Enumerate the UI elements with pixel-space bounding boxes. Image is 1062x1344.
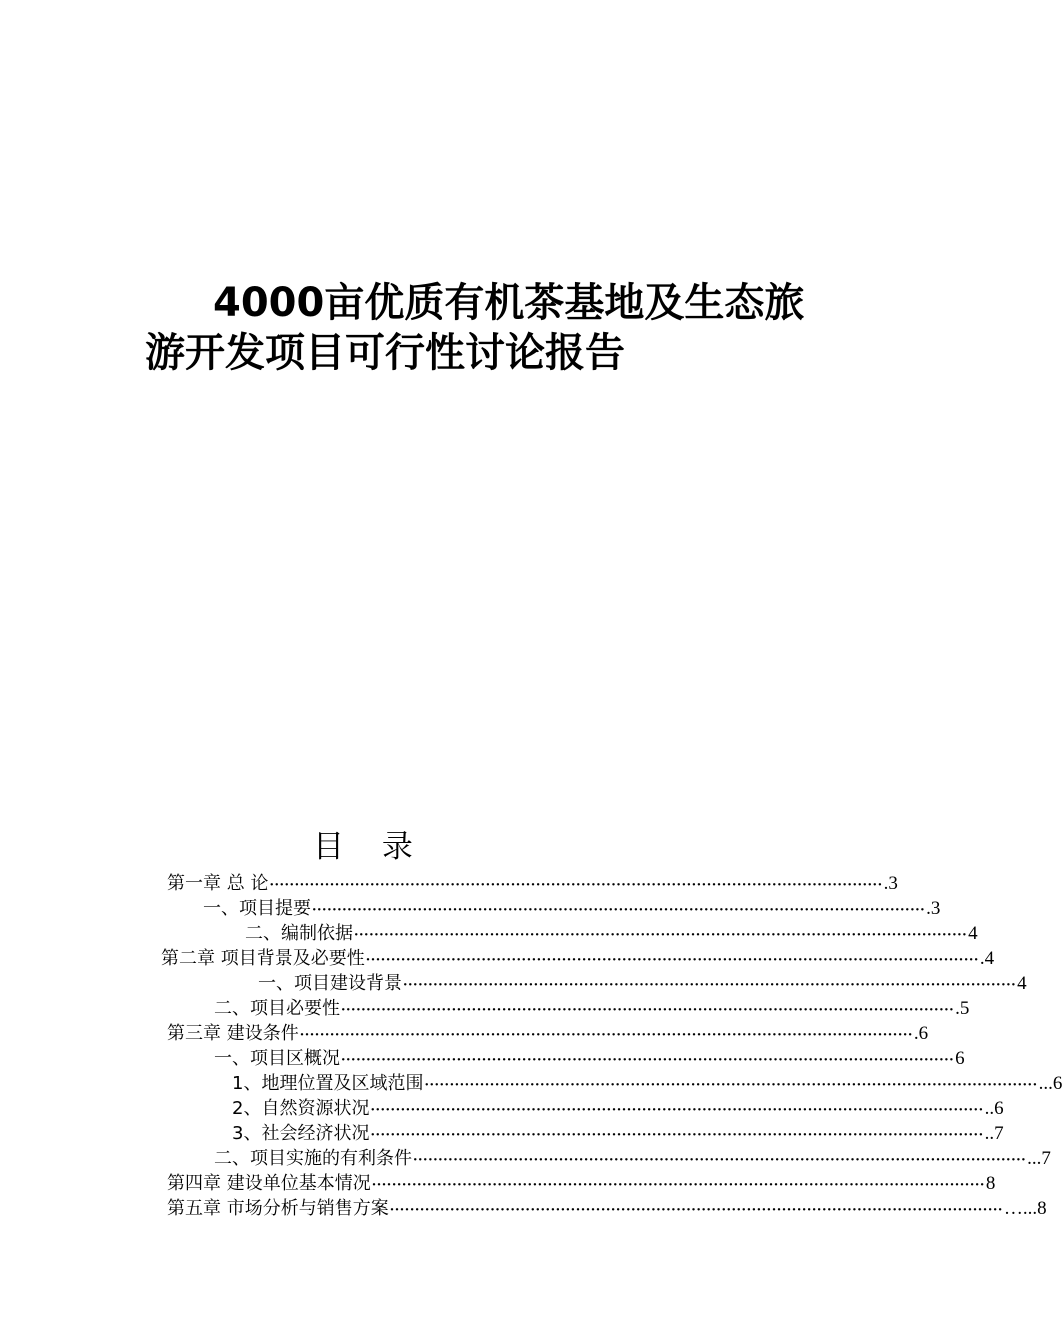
toc-entry-label: 1、地理位置及区域范围 [232, 1073, 424, 1094]
toc-entry[interactable] [167, 1021, 929, 1046]
toc-leader-dots: ·························································································································· [424, 1078, 1038, 1093]
toc-leader-dots: ·························································································································· [299, 1028, 913, 1043]
toc-entry-page: 6 [955, 1048, 965, 1069]
toc-leader-dots: ·························································································································· [354, 928, 968, 943]
toc-entry-page: .3 [883, 873, 898, 894]
toc-entry[interactable] [167, 1196, 1047, 1221]
toc-entry-label: 第四章 建设单位基本情况 [167, 1173, 371, 1194]
toc-heading: 目 录 [313, 829, 427, 865]
toc-leader-dots: ·························································································································· [413, 1153, 1027, 1168]
toc-entry-label: 3、社会经济状况 [232, 1123, 370, 1144]
toc-leader-dots: ·························································································································· [365, 953, 979, 968]
toc-leader-dots: ·························································································································· [371, 1178, 985, 1193]
toc-entry-page: .3 [926, 898, 941, 919]
toc-entry-label: 一、项目区概况 [214, 1048, 340, 1069]
toc-entry[interactable] [232, 1096, 1004, 1121]
toc-leader-dots: ·························································································································· [370, 1128, 984, 1143]
toc-leader-dots: ·························································································································· [341, 1053, 955, 1068]
toc-entry-label: 第二章 项目背景及必要性 [161, 948, 365, 969]
toc-entry-page: .5 [955, 998, 970, 1019]
toc-entry[interactable] [258, 971, 1027, 996]
toc-entry-page: .4 [979, 948, 995, 969]
toc-entry-page: …...8 [1003, 1198, 1047, 1219]
toc-entry-label: 2、自然资源状况 [232, 1098, 370, 1119]
toc-entry-label: 一、项目建设背景 [258, 973, 402, 994]
toc-entry-label: 二、编制依据 [245, 923, 353, 944]
toc-entry-label: 二、项目必要性 [214, 998, 340, 1019]
toc-leader-dots: ·························································································································· [403, 978, 1017, 993]
toc-entry[interactable] [214, 1146, 1051, 1171]
toc-leader-dots: ·························································································································· [341, 1003, 955, 1018]
toc-leader-dots: ·························································································································· [269, 878, 883, 893]
toc-leader-dots: ·························································································································· [370, 1103, 984, 1118]
toc-entry-page: 4 [968, 923, 978, 944]
toc-entry[interactable] [214, 996, 970, 1021]
toc-entry-page: ...6 [1038, 1073, 1062, 1094]
toc-entry[interactable] [167, 1171, 996, 1196]
toc-entry[interactable] [214, 1046, 965, 1071]
toc-entry[interactable] [167, 871, 898, 896]
toc-entry[interactable] [245, 921, 978, 946]
toc-leader-dots: ·························································································································· [389, 1203, 1003, 1218]
toc-entry-label: 二、项目实施的有利条件 [214, 1148, 412, 1169]
toc-entry-label: 第一章 总 论 [167, 873, 269, 894]
toc-entry[interactable] [232, 1121, 1004, 1146]
document-title: 4000亩优质有机茶基地及生态旅游开发项目可行性讨论报告 [145, 280, 805, 376]
toc-entry-page: ..7 [984, 1123, 1004, 1144]
toc-entry-label: 一、项目提要 [203, 898, 311, 919]
toc-leader-dots: ·························································································································· [312, 903, 926, 918]
toc-entry[interactable] [203, 896, 941, 921]
toc-entry-label: 第五章 市场分析与销售方案 [167, 1198, 389, 1219]
toc-entry[interactable] [232, 1071, 1062, 1096]
toc-entry-page: ...7 [1027, 1148, 1051, 1169]
toc-entry-page: 4 [1017, 973, 1027, 994]
toc-entry-page: ..6 [984, 1098, 1004, 1119]
toc-entry-page: .6 [913, 1023, 929, 1044]
toc-entry-page: 8 [985, 1173, 996, 1194]
toc-entry[interactable] [161, 946, 995, 971]
toc-entry-label: 第三章 建设条件 [167, 1023, 299, 1044]
